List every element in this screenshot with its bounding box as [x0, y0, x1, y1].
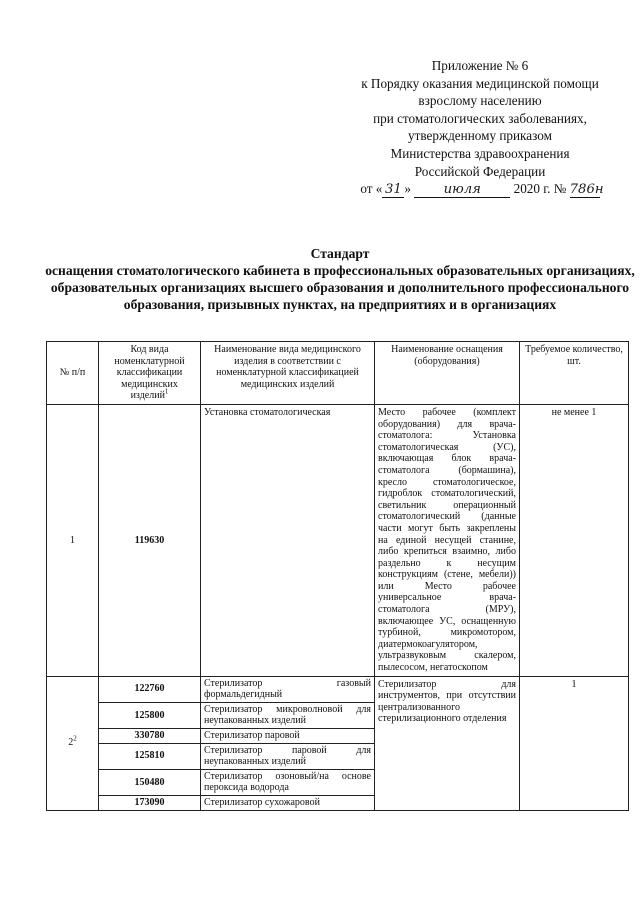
appendix-line: утвержденному приказом	[408, 128, 552, 144]
appendix-line: взрослому населению	[418, 93, 542, 109]
row2-code: 150480	[99, 769, 201, 795]
date-prefix: от «	[360, 181, 383, 197]
table-row	[47, 676, 629, 702]
date-year: 2020 г. №	[513, 181, 567, 197]
row2-kind: Стерилизатор сухожаровой	[201, 795, 375, 810]
row1-num: 1	[47, 404, 99, 676]
table-row	[47, 404, 629, 676]
order-number-handwritten: 786н	[569, 182, 604, 198]
equipment-table	[46, 341, 629, 811]
order-date-line	[330, 180, 630, 198]
footnote-mark: 2	[73, 734, 77, 743]
header-code-text: Код вида номенклатурной классификации медицинских изделий	[114, 344, 185, 402]
row2-kind: Стерилизатор озоновый/на основе пероксида водорода	[201, 769, 375, 795]
header-num: № п/п	[47, 342, 99, 405]
header-equipment: Наименование оснащения (оборудования)	[375, 342, 520, 405]
row2-equipment: Стерилизатор для инструментов, при отсутствии централизованного стерилизационного отделения	[375, 676, 520, 810]
date-month-handwritten: июля	[414, 183, 510, 198]
row1-equipment: Место рабочее (комплект оборудования) для врача-стоматолога: Установка стоматологическая (УС), включающая блок врача-стоматолога (бормашина), кресло стоматологическое, гидроблок стоматологический, светильник операционный стоматологический (данные части могут быть закреплены на единой несущей станине, либо крепиться взаимно, либо раздельно к несущим конструкциям (стене, мебели)) или Место рабочее универсальное врача-стоматолога (МРУ), включающее УС, оснащенную турбиной, микромотором, диатермокоагулятором, ультразвуковым скалером, пылесосом, негатоскопом	[375, 404, 520, 676]
header-kind: Наименование вида медицинского изделия в соответствии с номенклатурной классификацией медицинских изделий	[201, 342, 375, 405]
date-mid: »	[404, 181, 411, 197]
appendix-line: Российской Федерации	[414, 163, 546, 179]
date-day-handwritten: 31	[382, 183, 404, 198]
row2-kind: Стерилизатор паровой	[201, 729, 375, 744]
appendix-line: к Порядку оказания медицинской помощи	[361, 75, 599, 91]
row2-code: 125810	[99, 743, 201, 769]
appendix-line: при стоматологических заболеваниях,	[373, 110, 587, 126]
row2-num	[47, 676, 99, 810]
row2-code: 173090	[99, 795, 201, 810]
row1-qty: не менее 1	[520, 404, 629, 676]
footnote-mark: 1	[164, 388, 169, 397]
row2-kind: Стерилизатор газовый формальдегидный	[201, 676, 375, 702]
title-heading: Стандарт	[310, 246, 370, 261]
row2-code: 122760	[99, 676, 201, 702]
row2-kind: Стерилизатор паровой для неупакованных изделий	[201, 743, 375, 769]
row2-code: 125800	[99, 702, 201, 728]
document-title	[40, 245, 640, 313]
row2-kind: Стерилизатор микроволновой для неупакованных изделий	[201, 702, 375, 728]
appendix-line: Приложение № 6	[431, 58, 529, 73]
row2-qty: 1	[520, 676, 629, 810]
row1-kind: Установка стоматологическая	[201, 404, 375, 676]
appendix-line: Министерства здравоохранения	[390, 145, 570, 161]
row2-code: 330780	[99, 729, 201, 744]
header-qty: Требуемое количество, шт.	[520, 342, 629, 405]
title-subtitle: оснащения стоматологического кабинета в профессиональных образовательных организациях, образовательных организациях высшего образования и дополнительного профессионального образования, призывных пунктах, на предприятиях и в организациях	[45, 263, 635, 312]
row1-code: 119630	[99, 404, 201, 676]
header-code	[99, 342, 201, 405]
row2-num-text: 2	[68, 737, 74, 749]
table-header-row	[47, 342, 629, 405]
appendix-block	[330, 57, 630, 198]
